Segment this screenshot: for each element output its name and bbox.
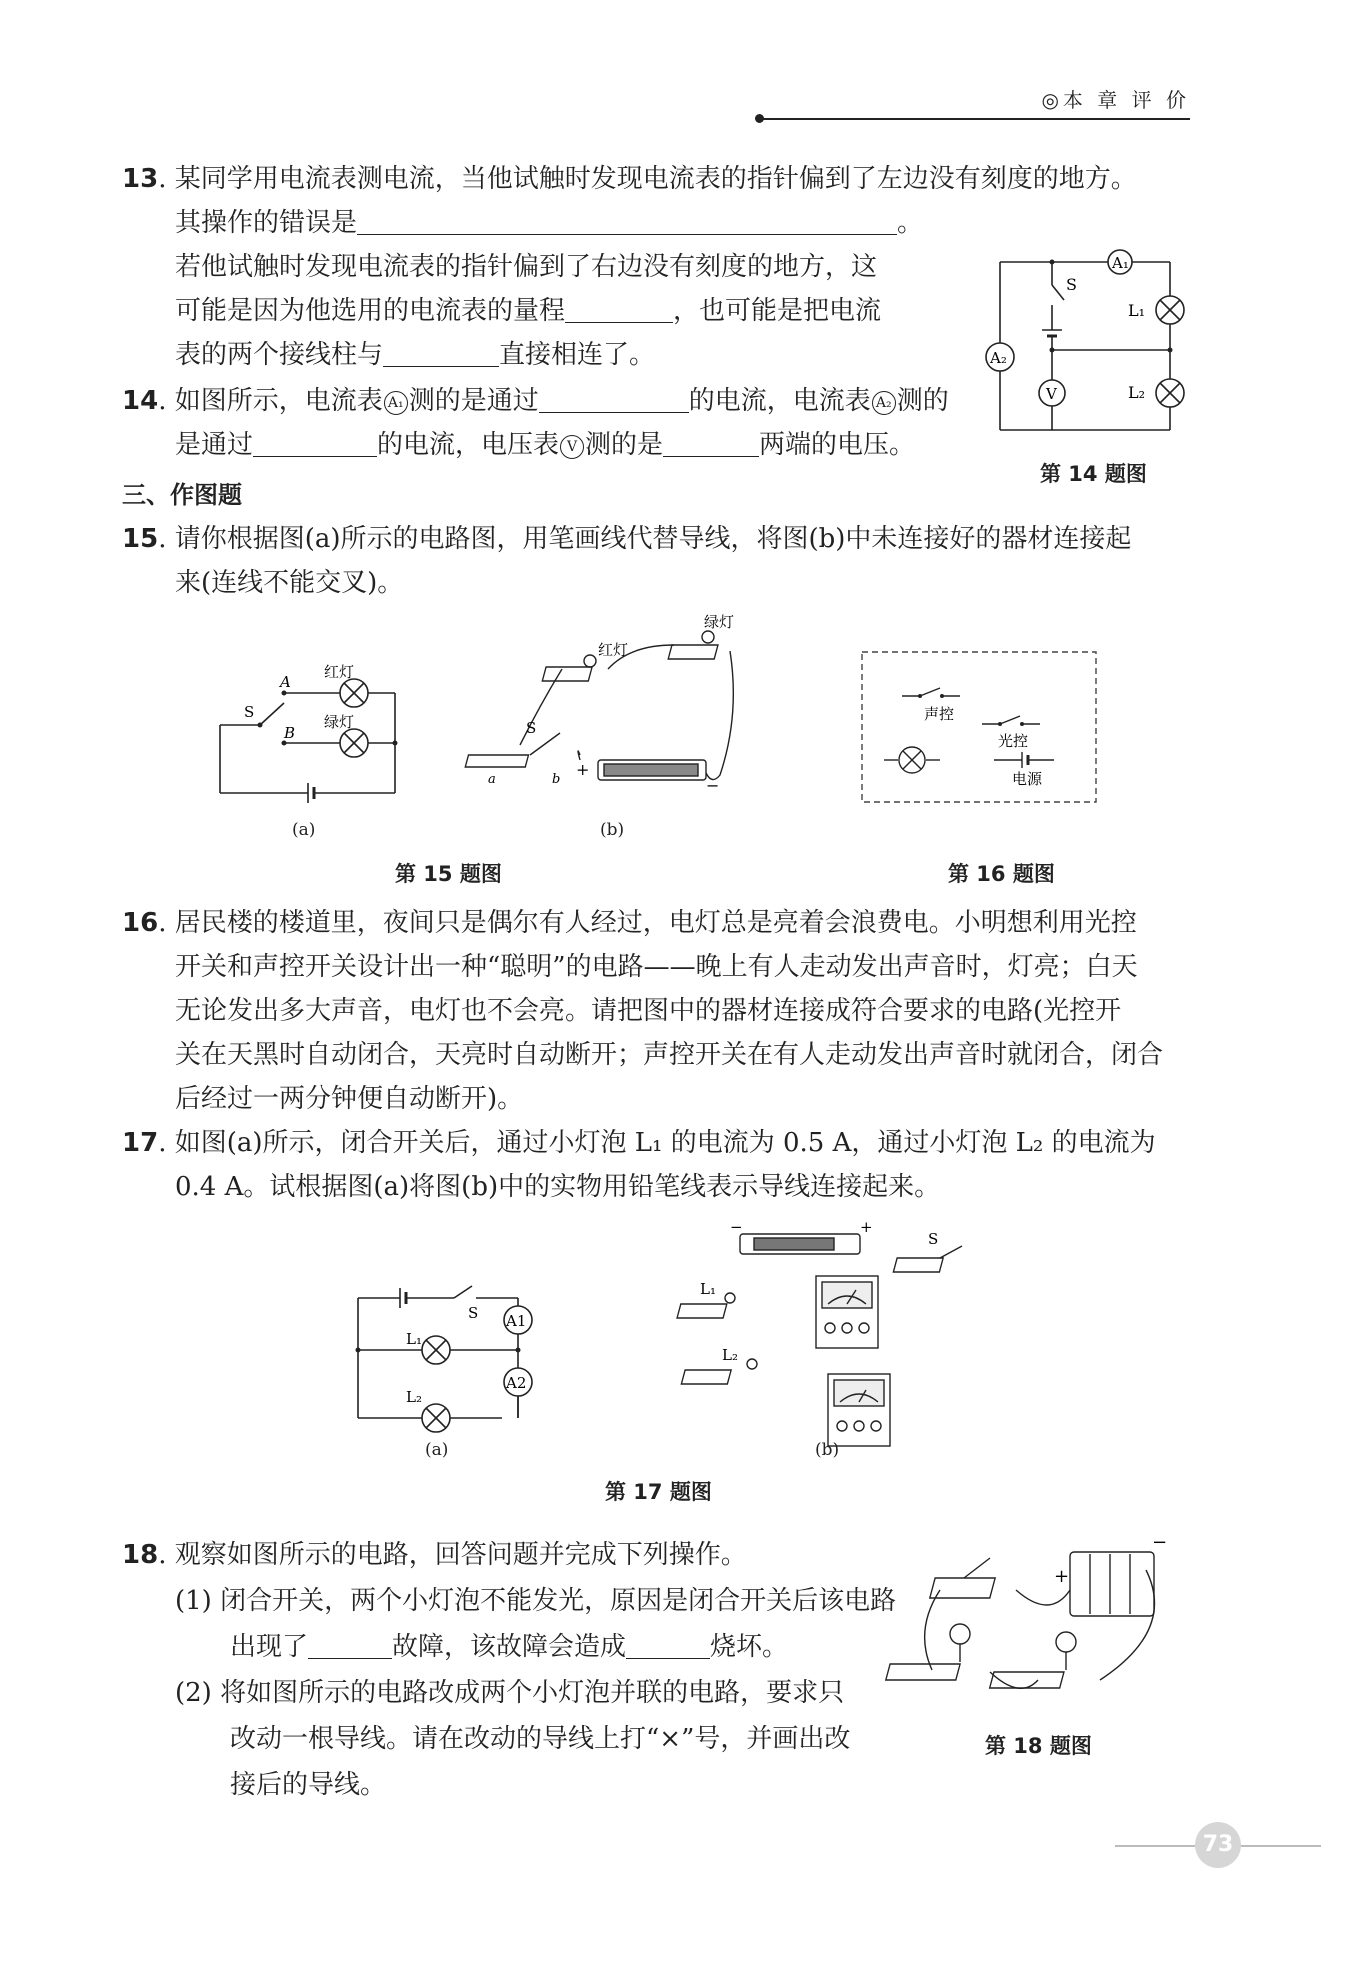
q18-physical-circuit: [920, 1530, 1180, 1730]
q16-number: 16: [122, 908, 159, 938]
fig15b-green-label: 绿灯: [704, 613, 735, 631]
fig14-s-label: S: [1066, 275, 1077, 294]
fig17b-plus-label: +: [860, 1218, 873, 1236]
q15-line2: 来(连线不能交叉)。: [175, 568, 404, 598]
fig16-power-label: 电源: [1012, 770, 1043, 788]
q15-circuit-diagram-a: [220, 665, 410, 805]
fig14-v-label: V: [1046, 385, 1057, 403]
q13-line3: 若他试触时发现电流表的指针偏到了右边没有刻度的地方，这: [175, 252, 878, 282]
fig14-a2-label: A₂: [990, 349, 1007, 367]
q16-line4: 关在天黑时自动闭合，天亮时自动断开；声控开关在有人走动发出声音时就闭合，闭合: [175, 1040, 1164, 1070]
chapter-header: ◎本 章 评 价: [1041, 88, 1190, 112]
ammeter-a2-symbol: A₂: [872, 391, 896, 415]
q13-number: 13: [122, 164, 159, 194]
fig17a-a1-label: A1: [506, 1312, 527, 1330]
q17-caption: 第 17 题图: [605, 1480, 712, 1504]
q17-physical-components-b: [700, 1210, 980, 1435]
q14-number: 14: [122, 386, 159, 416]
ammeter-a1-symbol: A₁: [384, 391, 408, 415]
q18-part2-line3: 接后的导线。: [230, 1770, 387, 1800]
fig14-l2-label: L₂: [1128, 383, 1146, 402]
q14-caption: 第 14 题图: [1040, 462, 1147, 486]
q16-line3: 无论发出多大声音，电灯也不会亮。请把图中的器材连接成符合要求的电路(光控开: [175, 996, 1122, 1026]
fig17a-l1-label: L₁: [406, 1330, 422, 1348]
fig15a-b-label: B: [284, 724, 296, 742]
q14-blank1[interactable]: [539, 388, 689, 413]
q18-blank2[interactable]: [626, 1634, 710, 1659]
fig15b-b-label: b: [552, 772, 561, 787]
section3-title: 三、作图题: [122, 481, 242, 509]
fig15b-plus-label: +: [576, 760, 590, 779]
fig17a-s-label: S: [468, 1304, 479, 1322]
q15-line1: 15. 请你根据图(a)所示的电路图，用笔画线代替导线，将图(b)中未连接好的器材连接起: [122, 524, 1132, 554]
fig15b-minus-label: −: [706, 776, 720, 795]
q15-physical-circuit-b: [480, 613, 750, 795]
q13-line5: 表的两个接线柱与 直接相连了。: [175, 340, 656, 370]
q18-part1-line2: 出现了 故障，该故障会造成 烧坏。: [230, 1632, 789, 1662]
fig15a-a-label: A: [280, 673, 291, 691]
fig17b-l2-label: L₂: [722, 1346, 738, 1364]
fig17b-minus-label: −: [730, 1218, 743, 1236]
q13-blank3[interactable]: [383, 342, 499, 367]
q16-component-box: [862, 652, 1098, 804]
q17-number: 17: [122, 1128, 159, 1158]
fig15b-s-label: S: [526, 719, 537, 737]
q13-line2: 其操作的错误是 。: [175, 208, 924, 238]
q18-caption: 第 18 题图: [985, 1734, 1092, 1758]
q15-number: 15: [122, 524, 159, 554]
q17-sub-a: (a): [425, 1440, 449, 1460]
fig16-sound-switch-label: 声控: [924, 705, 955, 723]
fig15a-red-label: 红灯: [324, 663, 355, 681]
q13-blank2[interactable]: [565, 298, 673, 323]
fig17a-l2-label: L₂: [406, 1388, 422, 1406]
q18-part2-line2: 改动一根导线。请在改动的导线上打“×”号，并画出改: [230, 1724, 851, 1754]
q16-line2: 开关和声控开关设计出一种“聪明”的电路——晚上有人走动发出声音时，灯亮；白天: [175, 952, 1138, 982]
q14-blank3[interactable]: [663, 432, 759, 457]
fig14-l1-label: L₁: [1128, 301, 1146, 320]
fig17b-s-label: S: [928, 1230, 939, 1248]
q15-caption: 第 15 题图: [395, 862, 502, 886]
q14-circuit-diagram: [980, 250, 1180, 440]
q18-number: 18: [122, 1540, 159, 1570]
page-number: 73: [1195, 1822, 1241, 1868]
q16-line5: 后经过一两分钟便自动断开)。: [175, 1084, 524, 1114]
q14-blank2[interactable]: [253, 432, 377, 457]
q17-line2: 0.4 A。试根据图(a)将图(b)中的实物用铅笔线表示导线连接起来。: [175, 1172, 941, 1202]
q16-caption: 第 16 题图: [948, 862, 1055, 886]
q17-sub-b: (b): [815, 1440, 840, 1460]
q18-part2-line1: (2) 将如图所示的电路改成两个小灯泡并联的电路，要求只: [175, 1678, 845, 1708]
fig14-a1-label: A₁: [1112, 254, 1129, 272]
q13-line1: 13. 某同学用电流表测电流，当他试触时发现电流表的指针偏到了左边没有刻度的地方。: [122, 164, 1137, 194]
q16-line1: 16. 居民楼的楼道里，夜间只是偶尔有人经过，电灯总是亮着会浪费电。小明想利用光控: [122, 908, 1137, 938]
fig16-light-switch-label: 光控: [998, 732, 1029, 750]
q15-sub-a: (a): [292, 820, 316, 840]
fig15b-a-label: a: [488, 772, 496, 787]
fig17b-l1-label: L₁: [700, 1280, 716, 1298]
fig18-minus-label: −: [1152, 1532, 1168, 1553]
q13-line4: 可能是因为他选用的电流表的量程 ，也可能是把电流: [175, 296, 882, 326]
q17-circuit-diagram-a: [356, 1278, 556, 1428]
q18-blank1[interactable]: [308, 1634, 392, 1659]
q18-part1-line1: (1) 闭合开关，两个小灯泡不能发光，原因是闭合开关后该电路: [175, 1586, 897, 1616]
q18-line1: 18. 观察如图所示的电路，回答问题并完成下列操作。: [122, 1540, 747, 1570]
q14-line1: 14. 如图所示，电流表 A₁ 测的是通过 的电流，电流表 A₂ 测的: [122, 386, 949, 416]
q13-blank1[interactable]: [357, 210, 897, 235]
fig18-plus-label: +: [1054, 1566, 1070, 1587]
page-rule-left: [1115, 1845, 1195, 1847]
q15-sub-b: (b): [600, 820, 625, 840]
fig15b-red-label: 红灯: [598, 641, 629, 659]
fig15a-green-label: 绿灯: [324, 713, 355, 731]
q17-line1: 17. 如图(a)所示，闭合开关后，通过小灯泡 L₁ 的电流为 0.5 A，通过小灯泡 L₂ 的电流为: [122, 1128, 1156, 1158]
fig17a-a2-label: A2: [506, 1374, 527, 1392]
voltmeter-symbol: V: [560, 435, 584, 459]
q14-line2: 是通过 的电流，电压表 V 测的是 两端的电压。: [175, 430, 916, 460]
fig15a-s-label: S: [244, 703, 255, 721]
header-rule: [760, 118, 1190, 120]
page-rule-right: [1241, 1845, 1321, 1847]
